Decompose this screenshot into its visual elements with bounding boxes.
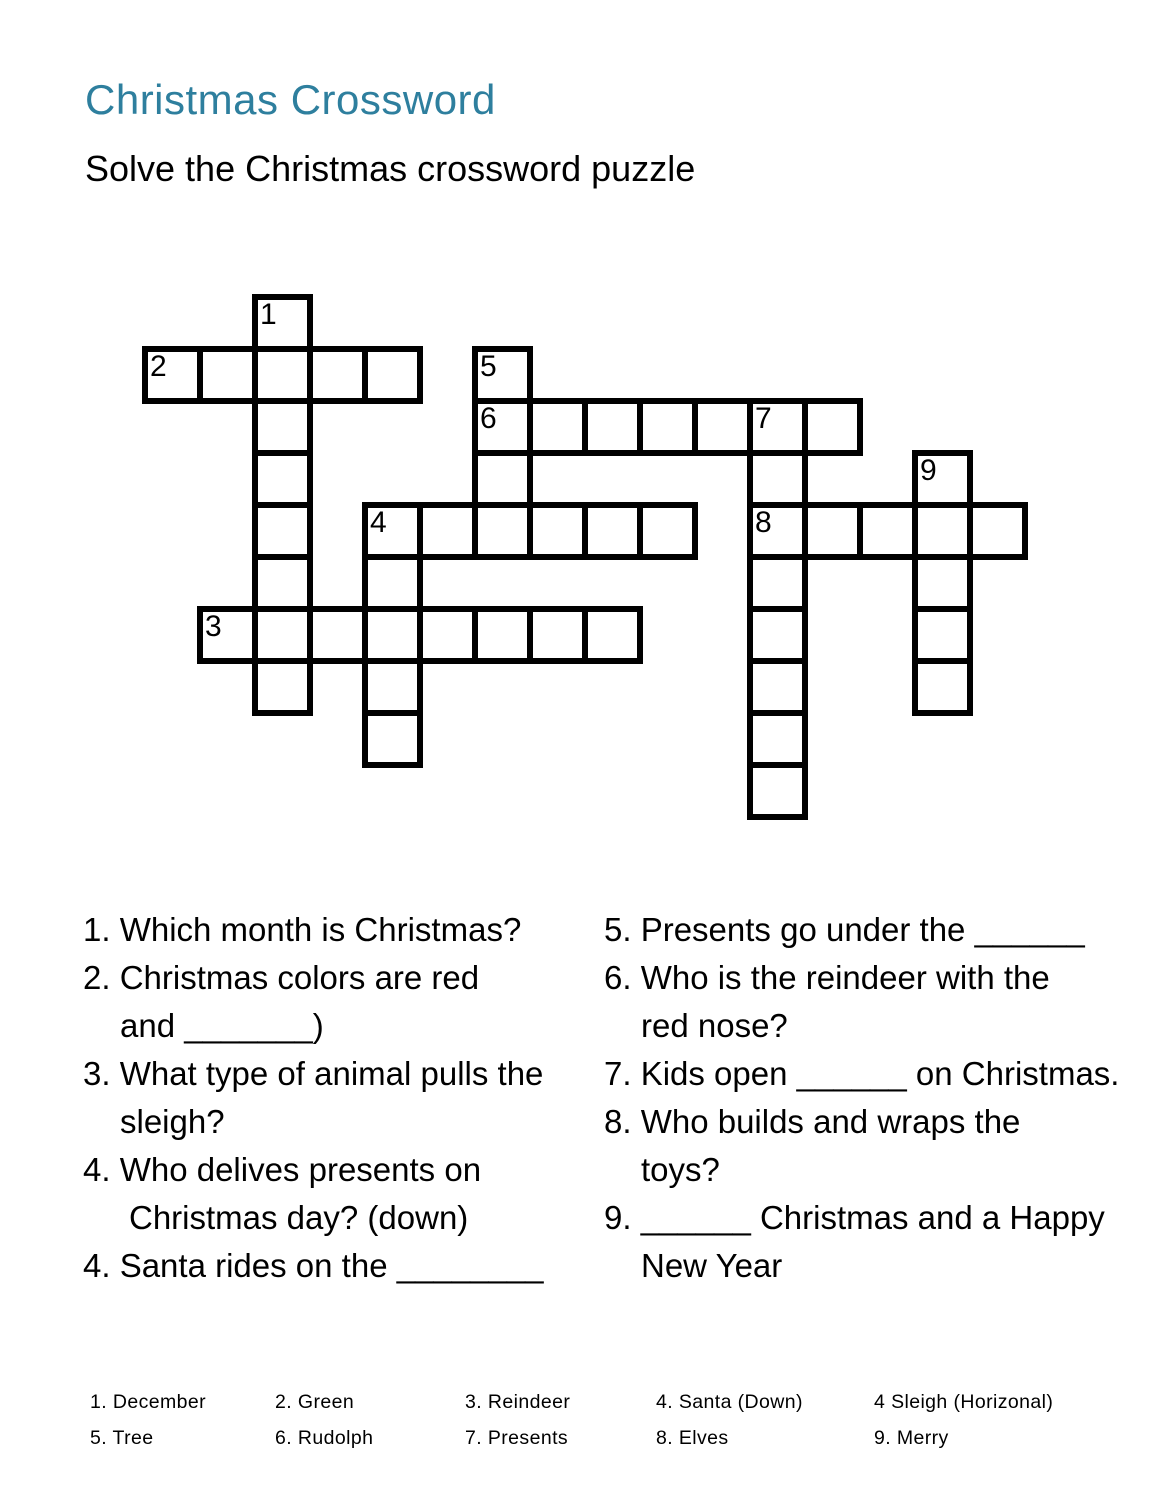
clue-line: 9. ______ Christmas and a Happy xyxy=(604,1199,1105,1236)
answer-item: 2. Green xyxy=(275,1391,355,1413)
clue-line: New Year xyxy=(641,1247,783,1284)
grid-cell-r6-c11[interactable] xyxy=(747,606,808,664)
grid-cell-r6-c8[interactable] xyxy=(582,606,643,664)
grid-cell-r1-c3[interactable] xyxy=(307,346,368,404)
grid-cell-r2-c12[interactable] xyxy=(802,398,863,456)
clue-line: 3. What type of animal pulls the xyxy=(83,1055,544,1092)
clue-number-3: 3 xyxy=(205,610,222,643)
grid-cell-r4-c13[interactable] xyxy=(857,502,918,560)
grid-cell-r4-c2[interactable] xyxy=(252,502,313,560)
answer-row xyxy=(90,1384,1053,1420)
answer-item: 1. December xyxy=(90,1391,207,1413)
answer-item: 9. Merry xyxy=(874,1427,949,1449)
grid-cell-r5-c14[interactable] xyxy=(912,554,973,612)
clue-line: 4. Santa rides on the ________ xyxy=(83,1247,544,1284)
clue-number-9: 9 xyxy=(920,454,937,487)
grid-cell-r4-c7[interactable] xyxy=(527,502,588,560)
grid-cell-r7-c14[interactable] xyxy=(912,658,973,716)
page-title: Christmas Crossword xyxy=(85,76,496,123)
clue-line: 6. Who is the reindeer with the xyxy=(604,959,1050,996)
answer-item: 4. Santa (Down) xyxy=(656,1391,803,1413)
grid-cell-r4-c4[interactable] xyxy=(362,502,423,560)
grid-cell-r5-c11[interactable] xyxy=(747,554,808,612)
grid-cell-r3-c11[interactable] xyxy=(747,450,808,508)
grid-cell-r2-c6[interactable] xyxy=(472,398,533,456)
grid-cell-r8-c11[interactable] xyxy=(747,710,808,768)
grid-cell-r6-c1[interactable] xyxy=(197,606,258,664)
grid-cell-r4-c9[interactable] xyxy=(637,502,698,560)
clue-line: 4. Who delives presents on xyxy=(83,1151,482,1188)
grid-cell-r4-c8[interactable] xyxy=(582,502,643,560)
answer-row xyxy=(90,1420,1053,1456)
grid-cell-r2-c8[interactable] xyxy=(582,398,643,456)
clue-line: red nose? xyxy=(641,1007,788,1044)
grid-cell-r4-c5[interactable] xyxy=(417,502,478,560)
answer-item: 8. Elves xyxy=(656,1427,729,1449)
grid-cell-r6-c7[interactable] xyxy=(527,606,588,664)
grid-cell-r7-c11[interactable] xyxy=(747,658,808,716)
grid-cell-r1-c6[interactable] xyxy=(472,346,533,404)
clues-right-column xyxy=(604,906,1119,1290)
grid-cell-r5-c4[interactable] xyxy=(362,554,423,612)
clue-line: and _______) xyxy=(120,1007,324,1044)
grid-cell-r0-c2[interactable] xyxy=(252,294,313,352)
answer-item: 5. Tree xyxy=(90,1427,154,1449)
grid-cell-r1-c0[interactable] xyxy=(142,346,203,404)
answer-item: 7. Presents xyxy=(465,1427,569,1449)
grid-cell-r6-c4[interactable] xyxy=(362,606,423,664)
clue-number-4: 4 xyxy=(370,506,387,539)
grid-cell-r2-c2[interactable] xyxy=(252,398,313,456)
grid-cell-r3-c14[interactable] xyxy=(912,450,973,508)
grid-cell-r1-c1[interactable] xyxy=(197,346,258,404)
grid-cell-r4-c6[interactable] xyxy=(472,502,533,560)
grid-cell-r4-c11[interactable] xyxy=(747,502,808,560)
grid-cell-r3-c2[interactable] xyxy=(252,450,313,508)
answer-key xyxy=(90,1384,1053,1456)
clue-line: toys? xyxy=(641,1151,720,1188)
clue-number-6: 6 xyxy=(480,402,497,435)
clue-line: 2. Christmas colors are red xyxy=(83,959,480,996)
grid-cell-r6-c6[interactable] xyxy=(472,606,533,664)
clue-line: sleigh? xyxy=(120,1103,225,1140)
clue-line: 1. Which month is Christmas? xyxy=(83,911,522,948)
clue-number-1: 1 xyxy=(260,298,277,331)
grid-cell-r7-c4[interactable] xyxy=(362,658,423,716)
grid-cell-r9-c11[interactable] xyxy=(747,762,808,820)
grid-cell-r2-c7[interactable] xyxy=(527,398,588,456)
answer-item: 4 Sleigh (Horizonal) xyxy=(874,1391,1054,1413)
clue-number-5: 5 xyxy=(480,350,497,383)
grid-cell-r2-c9[interactable] xyxy=(637,398,698,456)
grid-cell-r7-c2[interactable] xyxy=(252,658,313,716)
clues-left-column xyxy=(83,906,544,1290)
grid-cell-r4-c15[interactable] xyxy=(967,502,1028,560)
grid-cell-r1-c2[interactable] xyxy=(252,346,313,404)
grid-cell-r6-c5[interactable] xyxy=(417,606,478,664)
answer-item: 3. Reindeer xyxy=(465,1391,571,1413)
clue-line: 5. Presents go under the ______ xyxy=(604,911,1085,948)
page-subtitle: Solve the Christmas crossword puzzle xyxy=(85,148,696,189)
grid-cell-r1-c4[interactable] xyxy=(362,346,423,404)
clue-number-2: 2 xyxy=(150,350,167,383)
clue-number-8: 8 xyxy=(755,506,772,539)
grid-cell-r6-c3[interactable] xyxy=(307,606,368,664)
grid-cell-r8-c4[interactable] xyxy=(362,710,423,768)
clue-number-7: 7 xyxy=(755,402,772,435)
grid-cell-r4-c14[interactable] xyxy=(912,502,973,560)
grid-cell-r3-c6[interactable] xyxy=(472,450,533,508)
grid-cell-r6-c14[interactable] xyxy=(912,606,973,664)
grid-cell-r6-c2[interactable] xyxy=(252,606,313,664)
clue-line: Christmas day? (down) xyxy=(129,1199,469,1236)
clue-line: 8. Who builds and wraps the xyxy=(604,1103,1021,1140)
grid-cell-r2-c10[interactable] xyxy=(692,398,753,456)
grid-cell-r5-c2[interactable] xyxy=(252,554,313,612)
clue-line: 7. Kids open ______ on Christmas. xyxy=(604,1055,1120,1092)
grid-cell-r2-c11[interactable] xyxy=(747,398,808,456)
grid-cell-r4-c12[interactable] xyxy=(802,502,863,560)
answer-item: 6. Rudolph xyxy=(275,1427,374,1449)
